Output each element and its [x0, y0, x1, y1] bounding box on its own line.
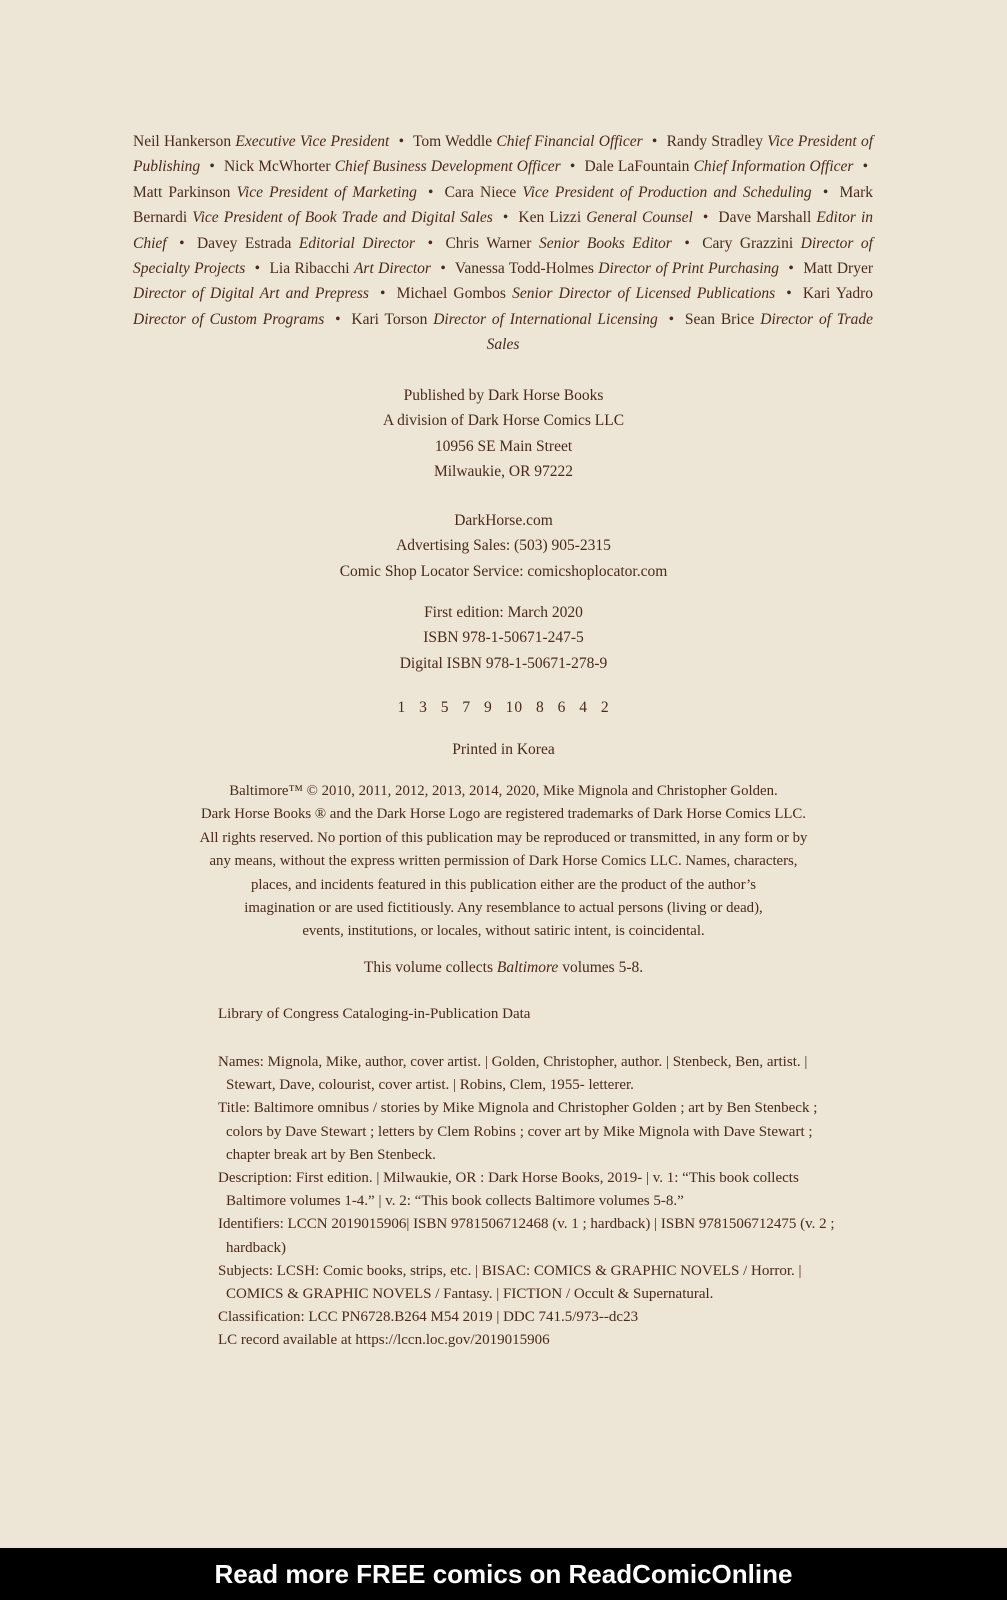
staff-credit	[197, 235, 415, 252]
staff-credit	[445, 235, 671, 252]
locator-line: Comic Shop Locator Service: comicshoplocator.com	[339, 562, 668, 580]
city-address: Milwaukie, OR 97222	[433, 463, 574, 481]
cip-entry: LC record available at https://lccn.loc.gov/2019015906	[218, 1332, 550, 1349]
staff-credit	[224, 158, 561, 175]
bullet-separator: •	[862, 158, 869, 176]
bullet-separator: •	[684, 234, 690, 252]
staff-name: Mark Bernardi	[133, 183, 874, 227]
promo-banner[interactable]: Read more FREE comics on ReadComicOnline	[0, 1548, 1007, 1600]
staff-role: Senior Books Editor	[538, 234, 672, 252]
staff-name: Kari Torson	[351, 310, 428, 328]
staff-role: Art Director	[353, 260, 431, 278]
cip-entry: Subjects: LCSH: Comic books, strips, etc. | BISAC: COMICS & GRAPHIC NOVELS / Horror. | COMICS & GRAPHIC NOVELS / Fantasy. | FICTION / Occult & Supernatural.	[218, 1262, 802, 1303]
cip-title: Library of Congress Cataloging-in-Publication Data	[218, 1006, 531, 1022]
collects-suffix: volumes 5-8.	[558, 959, 644, 976]
staff-credit	[351, 311, 657, 328]
staff-role: Vice President of Production and Scheduling	[522, 183, 812, 201]
staff-name: Dave Marshall	[718, 209, 812, 227]
cip-entries	[218, 1051, 838, 1353]
staff-credit	[133, 184, 417, 201]
staff-role: Editorial Director	[298, 234, 416, 252]
staff-name: Sean Brice	[684, 310, 755, 328]
staff-credit	[585, 158, 854, 175]
staff-name: Cara Niece	[444, 183, 517, 201]
staff-credits	[133, 129, 873, 358]
staff-name: Ken Lizzi	[518, 209, 582, 227]
staff-name: Kari Yadro	[802, 285, 874, 303]
bullet-separator: •	[179, 234, 185, 252]
staff-name: Lia Ribacchi	[269, 260, 350, 278]
bullet-separator: •	[502, 209, 509, 227]
bullet-separator: •	[440, 260, 446, 278]
cip-entry: Classification: LCC PN6728.B264 M54 2019 | DDC 741.5/973--dc23	[218, 1309, 639, 1326]
website-link[interactable]: DarkHorse.com	[454, 512, 553, 529]
cip-entry: Title: Baltimore omnibus / stories by Mike Mignola and Christopher Golden ; art by Ben Stenbeck ; colors by Dave Stewart ; letters by Clem Robins ; cover art by Mike Mignola with Dave Stewart ; chapter break art by Ben Stenbeck.	[218, 1100, 818, 1163]
staff-credit	[269, 260, 430, 277]
staff-name: Neil Hankerson	[133, 133, 232, 150]
digital-isbn: Digital ISBN 978-1-50671-278-9	[399, 654, 608, 672]
bullet-separator: •	[788, 260, 794, 278]
staff-role: Director of International Licensing	[433, 310, 658, 328]
legal-line: events, institutions, or locales, without satiric intent, is coincidental.	[302, 923, 705, 940]
bullet-separator: •	[427, 234, 433, 252]
legal-line: imagination or are used fictitiously. Any resemblance to actual persons (living or dead),	[244, 900, 763, 917]
bullet-separator: •	[702, 209, 709, 227]
staff-role: Vice President of Marketing	[236, 183, 417, 201]
staff-role: Senior Director of Licensed Publications	[512, 285, 776, 303]
bullet-separator: •	[428, 183, 434, 201]
staff-name: Cary Grazzini	[702, 234, 794, 252]
advertising-line: Advertising Sales: (503) 905-2315	[396, 537, 611, 555]
staff-role: Vice President of Publishing	[133, 133, 874, 176]
staff-role: Chief Financial Officer	[496, 133, 643, 150]
staff-name: Randy Stradley	[666, 133, 763, 150]
staff-name: Chris Warner	[445, 234, 532, 252]
bullet-separator: •	[786, 285, 792, 303]
staff-role: Director of Trade Sales	[486, 310, 874, 354]
bullet-separator: •	[209, 158, 215, 176]
collects-line	[0, 955, 1007, 980]
cip-entry: Identifiers: LCCN 2019015906| ISBN 9781506712468 (v. 1 ; hardback) | ISBN 9781506712475 (v. 2 ; hardback)	[218, 1216, 835, 1256]
legal-line: places, and incidents featured in this publication either are the product of the author’s	[250, 876, 757, 893]
staff-role: Director of Custom Programs	[133, 310, 325, 328]
printed-in: Printed in Korea	[452, 741, 555, 758]
staff-name: Davey Estrada	[196, 234, 292, 252]
collects-prefix: This volume collects	[363, 959, 497, 976]
legal-line: All rights reserved. No portion of this publication may be reproduced or transmitted, in any form or by	[199, 829, 808, 846]
staff-credit	[445, 184, 812, 201]
legal-line: Baltimore™ © 2010, 2011, 2012, 2013, 2014, 2020, Mike Mignola and Christopher Golden.	[229, 783, 778, 799]
legal-line: Dark Horse Books ® and the Dark Horse Logo are registered trademarks of Dark Horse Comics LLC.	[201, 806, 806, 823]
cip-entry: Description: First edition. | Milwaukie, OR : Dark Horse Books, 2019- | v. 1: “This book collects Baltimore volumes 1-4.” | v. 2: “This book collects Baltimore volumes 5-8.”	[218, 1170, 799, 1210]
staff-role: Director of Digital Art and Prepress	[133, 285, 369, 303]
staff-name: Nick McWhorter	[223, 158, 331, 176]
staff-name: Vanessa Todd-Holmes	[454, 260, 594, 278]
first-edition: First edition: March 2020	[424, 604, 583, 621]
bullet-separator: •	[822, 183, 829, 201]
bullet-separator: •	[335, 310, 341, 328]
division-line: A division of Dark Horse Comics LLC	[382, 412, 625, 430]
contact-info	[0, 508, 1007, 584]
staff-role: Director of Specialty Projects	[133, 234, 873, 278]
collects-title: Baltimore	[496, 959, 559, 976]
staff-credit	[397, 285, 776, 302]
staff-credit	[518, 209, 692, 226]
staff-role: Editor in Chief	[133, 209, 874, 252]
staff-name: Matt Dryer	[803, 260, 873, 278]
legal-line: any means, without the express written permission of Dark Horse Comics LLC. Names, characters,	[209, 853, 798, 870]
print-line: 1 3 5 7 9 10 8 6 4 2	[397, 699, 610, 716]
publisher-line: Published by Dark Horse Books	[403, 387, 604, 404]
staff-role: Chief Business Development Officer	[334, 158, 561, 176]
staff-role: General Counsel	[586, 209, 693, 227]
staff-credit	[413, 133, 643, 150]
staff-name: Matt Parkinson	[133, 183, 231, 201]
bullet-separator: •	[380, 285, 386, 303]
bullet-separator: •	[569, 158, 576, 176]
edition-info	[0, 600, 1007, 676]
street-address: 10956 SE Main Street	[434, 437, 573, 455]
staff-role: Chief Information Officer	[693, 158, 854, 176]
legal-notice	[140, 780, 867, 944]
cip-entry: Names: Mignola, Mike, author, cover artist. | Golden, Christopher, author. | Stenbeck, Ben, artist. | Stewart, Dave, colourist, cover artist. | Robins, Clem, 1955- letterer.	[218, 1054, 808, 1094]
staff-role: Executive Vice President	[235, 133, 390, 150]
staff-name: Tom Weddle	[413, 133, 493, 150]
staff-credit	[455, 260, 779, 277]
staff-role: Director of Print Purchasing	[598, 260, 780, 278]
staff-role: Vice President of Book Trade and Digital Sales	[192, 209, 493, 227]
staff-name: Michael Gombos	[396, 285, 506, 303]
bullet-separator: •	[668, 310, 674, 328]
isbn: ISBN 978-1-50671-247-5	[423, 629, 584, 647]
bullet-separator: •	[651, 133, 658, 150]
bullet-separator: •	[254, 260, 261, 278]
staff-name: Dale LaFountain	[584, 158, 690, 176]
staff-credit	[133, 133, 389, 150]
bullet-separator: •	[398, 133, 405, 150]
publisher-info	[0, 383, 1007, 485]
